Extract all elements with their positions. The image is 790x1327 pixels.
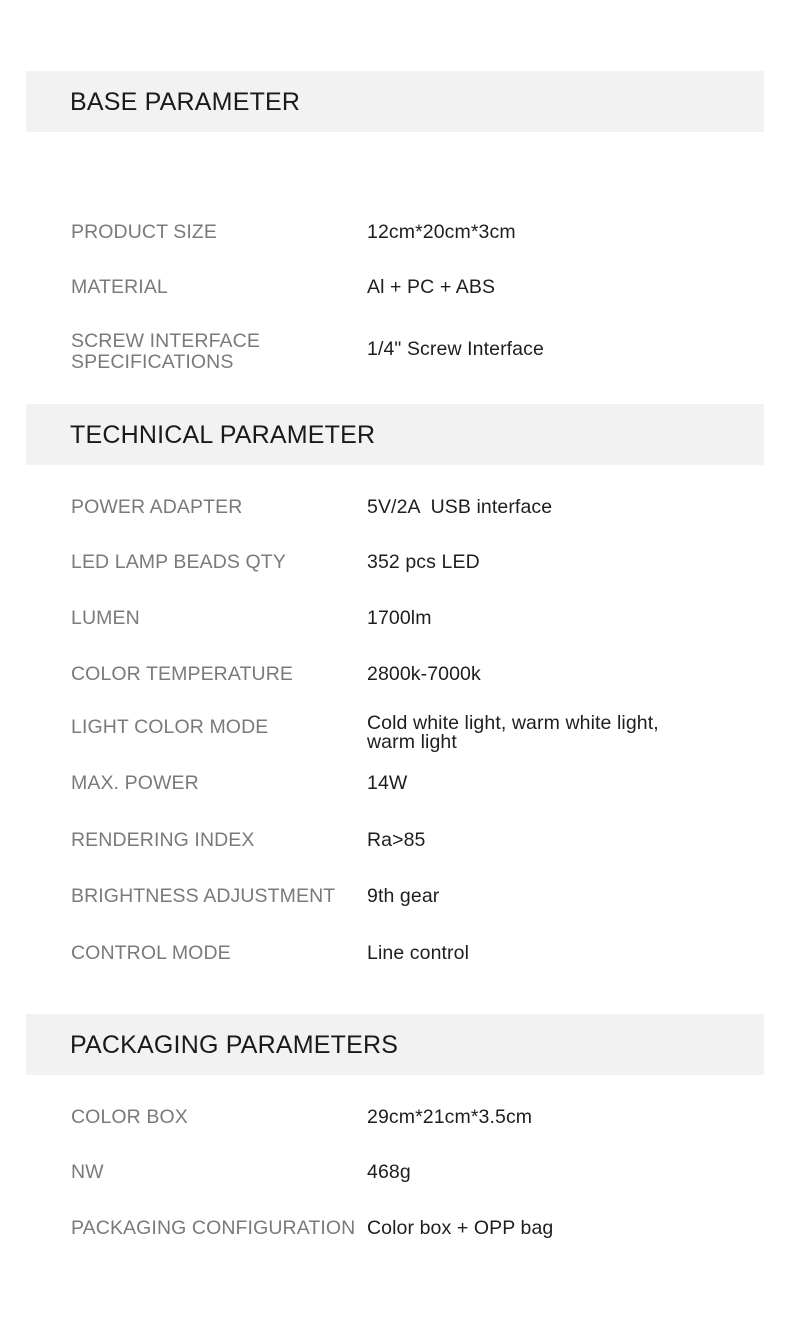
- spec-value-led-lamp-beads-qty: 352 pcs LED: [367, 551, 480, 573]
- section-header-base-parameter: [26, 71, 764, 132]
- spec-label-material: MATERIAL: [71, 276, 168, 298]
- spec-value-lumen: 1700lm: [367, 607, 432, 629]
- spec-label-packaging-configuration: PACKAGING CONFIGURATION: [71, 1217, 356, 1239]
- spec-value-material: Al + PC + ABS: [367, 276, 496, 298]
- section-header-technical-parameter: [26, 404, 764, 465]
- spec-value-max-power: 14W: [367, 772, 408, 794]
- section-title: PACKAGING PARAMETERS: [70, 1031, 399, 1059]
- section-header-packaging-parameters: [26, 1014, 764, 1075]
- spec-label-color-box: COLOR BOX: [71, 1106, 188, 1128]
- spec-value-brightness-adjustment: 9th gear: [367, 885, 440, 907]
- spec-value-control-mode: Line control: [367, 942, 470, 964]
- spec-label-power-adapter: POWER ADAPTER: [71, 496, 243, 518]
- spec-label-max-power: MAX. POWER: [71, 772, 199, 794]
- spec-value-packaging-configuration: Color box + OPP bag: [367, 1217, 554, 1239]
- spec-value-color-box: 29cm*21cm*3.5cm: [367, 1106, 533, 1128]
- spec-value-light-color-mode-line1: Cold white light, warm white light,: [367, 712, 659, 734]
- spec-label-product-size: PRODUCT SIZE: [71, 221, 218, 243]
- spec-value-product-size: 12cm*20cm*3cm: [367, 221, 516, 243]
- section-title: BASE PARAMETER: [70, 88, 301, 116]
- spec-label-led-lamp-beads-qty: LED LAMP BEADS QTY: [71, 551, 286, 573]
- section-title: TECHNICAL PARAMETER: [70, 421, 376, 449]
- spec-label-screw-interface-line2: SPECIFICATIONS: [71, 351, 234, 373]
- spec-label-nw: NW: [71, 1161, 104, 1183]
- spec-value-light-color-mode-line2: warm light: [367, 731, 457, 753]
- spec-value-nw: 468g: [367, 1161, 411, 1183]
- spec-label-color-temperature: COLOR TEMPERATURE: [71, 663, 294, 685]
- spec-label-rendering-index: RENDERING INDEX: [71, 829, 255, 851]
- spec-label-control-mode: CONTROL MODE: [71, 942, 231, 964]
- spec-value-screw-interface: 1/4" Screw Interface: [367, 338, 544, 360]
- spec-value-color-temperature: 2800k-7000k: [367, 663, 481, 685]
- spec-label-lumen: LUMEN: [71, 607, 140, 629]
- spec-label-light-color-mode: LIGHT COLOR MODE: [71, 716, 269, 738]
- spec-label-screw-interface-line1: SCREW INTERFACE: [71, 330, 260, 352]
- spec-label-brightness-adjustment: BRIGHTNESS ADJUSTMENT: [71, 885, 336, 907]
- spec-value-power-adapter: 5V/2A USB interface: [367, 496, 553, 518]
- spec-value-rendering-index: Ra>85: [367, 829, 426, 851]
